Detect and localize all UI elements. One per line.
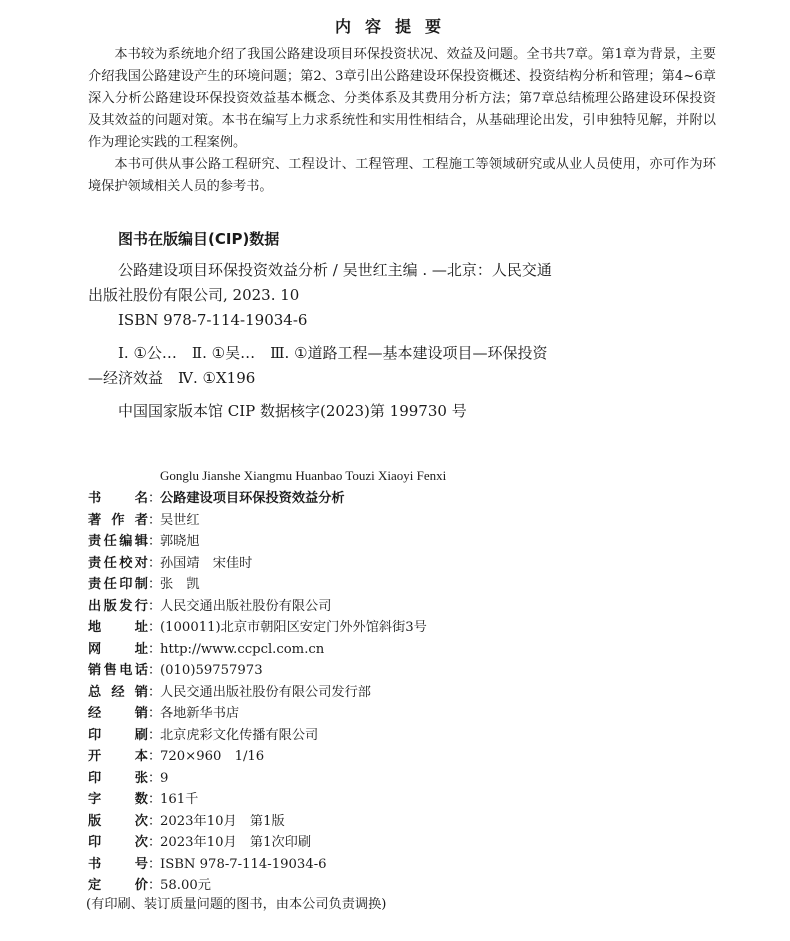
colophon-row: 印张 ： 9 bbox=[88, 768, 648, 790]
colophon-value: ISBN 978-7-114-19034-6 bbox=[160, 856, 327, 872]
summary-body bbox=[88, 44, 716, 198]
colophon-row: 著作者 ： 吴世红 bbox=[88, 510, 648, 532]
colophon-label: 销售电话 bbox=[88, 663, 148, 678]
colophon-value: 吴世红 bbox=[160, 512, 200, 528]
colophon-label: 版次 bbox=[88, 813, 148, 829]
cip-record-number: 中国国家版本馆 CIP 数据核字(2023)第 199730 号 bbox=[118, 402, 467, 420]
colophon-label: 总经销 bbox=[88, 684, 148, 700]
colophon-label: 责任印制 bbox=[88, 577, 148, 592]
summary-paragraph: 本书可供从事公路工程研究、工程设计、工程管理、工程施工等领域研究或从业人员使用，亦可作为环境保护领域相关人员的参考书。 bbox=[88, 157, 716, 194]
colophon-label: 定价 bbox=[88, 878, 148, 893]
colophon-label: 印次 bbox=[88, 835, 148, 850]
colophon-value: 各地新华书店 bbox=[160, 706, 240, 721]
cip-title-line: 公路建设项目环保投资效益分析 / 吴世红主编 . —北京：人民交通出版社股份有限公司, 2023. 10 bbox=[88, 261, 552, 304]
colophon-row: 经销 ： 各地新华书店 bbox=[88, 703, 648, 725]
colophon-value: 郭晓旭 bbox=[160, 534, 200, 549]
colophon-value: 人民交通出版社股份有限公司 bbox=[160, 598, 332, 614]
colophon-row: 书号 ： ISBN 978-7-114-19034-6 bbox=[88, 854, 648, 876]
cip-data bbox=[88, 258, 558, 424]
colophon-row: 总经销 ： 人民交通出版社股份有限公司发行部 bbox=[88, 682, 648, 704]
summary-title: 内容提要 bbox=[334, 17, 455, 36]
colophon-value: 人民交通出版社股份有限公司发行部 bbox=[160, 684, 371, 700]
colophon-row: 版次 ： 2023年10月 第1版 bbox=[88, 811, 648, 833]
pinyin-title: Gonglu Jianshe Xiangmu Huanbao Touzi Xiaoyi Fenxi bbox=[160, 468, 447, 483]
colophon-label: 字数 bbox=[88, 792, 148, 807]
colophon-value: 张 凯 bbox=[160, 577, 200, 592]
colophon-value: 2023年10月 第1版 bbox=[160, 813, 285, 829]
colophon-label: 书号 bbox=[88, 856, 148, 872]
colophon-row: 责任编辑 ： 郭晓旭 bbox=[88, 531, 648, 553]
colophon-value: 北京虎彩文化传播有限公司 bbox=[160, 727, 319, 743]
colophon-label: 经销 bbox=[88, 706, 148, 721]
colophon-label: 著作者 bbox=[88, 512, 148, 528]
colophon-label: 地址 bbox=[88, 620, 148, 635]
colophon-value: 2023年10月 第1次印刷 bbox=[160, 835, 312, 850]
colophon-label: 责任校对 bbox=[88, 555, 148, 571]
colophon-value: 公路建设项目环保投资效益分析 bbox=[160, 491, 345, 506]
colophon-label: 网址 bbox=[88, 641, 148, 657]
colophon-value: 720×960 1/16 bbox=[160, 749, 265, 764]
colophon-value: (100011)北京市朝阳区安定门外外馆斜街3号 bbox=[160, 620, 427, 635]
colophon-row: 销售电话 ： (010)59757973 bbox=[88, 660, 648, 682]
colophon-value: 161千 bbox=[160, 792, 199, 807]
colophon-value: 58.00元 bbox=[160, 878, 211, 893]
colophon-label: 开本 bbox=[88, 749, 148, 764]
colophon-row: 网址 ： http://www.ccpcl.com.cn bbox=[88, 639, 648, 661]
cip-classification-line: Ⅰ. ①公… Ⅱ. ①吴… Ⅲ. ①道路工程—基本建设项目—环保投资—经济效益 Ⅳ. ①X196 bbox=[88, 344, 548, 387]
colophon-value: 9 bbox=[160, 770, 169, 786]
colophon-label: 印张 bbox=[88, 770, 148, 786]
colophon-row: 责任印制 ： 张 凯 bbox=[88, 574, 648, 596]
colophon-label: 印刷 bbox=[88, 727, 148, 743]
colophon-value: (010)59757973 bbox=[160, 663, 263, 678]
quality-note: (有印刷、装订质量问题的图书，由本公司负责调换) bbox=[86, 897, 387, 912]
colophon-row: 出版发行 ： 人民交通出版社股份有限公司 bbox=[88, 596, 648, 618]
colophon-label: 书名 bbox=[88, 491, 148, 506]
colophon-value: 孙国靖 宋佳时 bbox=[160, 555, 253, 571]
summary-paragraph: 本书较为系统地介绍了我国公路建设项目环保投资状况、效益及问题。全书共7章。第1章为背景，主要介绍我国公路建设产生的环境问题；第2、3章引出公路建设环保投资概述、投资结构分析和管理；第4~6章深入分析公路建设环保投资效益基本概念、分类体系及其费用分析方法；第7章总结梳理公路建设环保投资及其效益的问题对策。本书在编写上力求系统性和实用性相结合，从基础理论出发，引申独特见解，并附以作为理论实践的工程案例。 bbox=[88, 47, 716, 150]
colophon-row: 字数 ： 161千 bbox=[88, 789, 648, 811]
colophon-row: 印次 ： 2023年10月 第1次印刷 bbox=[88, 832, 648, 854]
colophon-row: 责任校对 ： 孙国靖 宋佳时 bbox=[88, 553, 648, 575]
colophon-label: 责任编辑 bbox=[88, 534, 148, 549]
colophon-row: 书名 ： 公路建设项目环保投资效益分析 bbox=[88, 488, 648, 510]
colophon-table bbox=[88, 488, 648, 897]
cip-heading: 图书在版编目(CIP)数据 bbox=[118, 230, 280, 248]
colophon-label: 出版发行 bbox=[88, 598, 148, 614]
colophon-row: 地址 ： (100011)北京市朝阳区安定门外外馆斜街3号 bbox=[88, 617, 648, 639]
cip-isbn-line: ISBN 978-7-114-19034-6 bbox=[118, 311, 308, 329]
colophon-row: 定价 ： 58.00元 bbox=[88, 875, 648, 897]
colophon-row: 印刷 ： 北京虎彩文化传播有限公司 bbox=[88, 725, 648, 747]
colophon-value: http://www.ccpcl.com.cn bbox=[160, 641, 325, 657]
colophon-row: 开本 ： 720×960 1/16 bbox=[88, 746, 648, 768]
